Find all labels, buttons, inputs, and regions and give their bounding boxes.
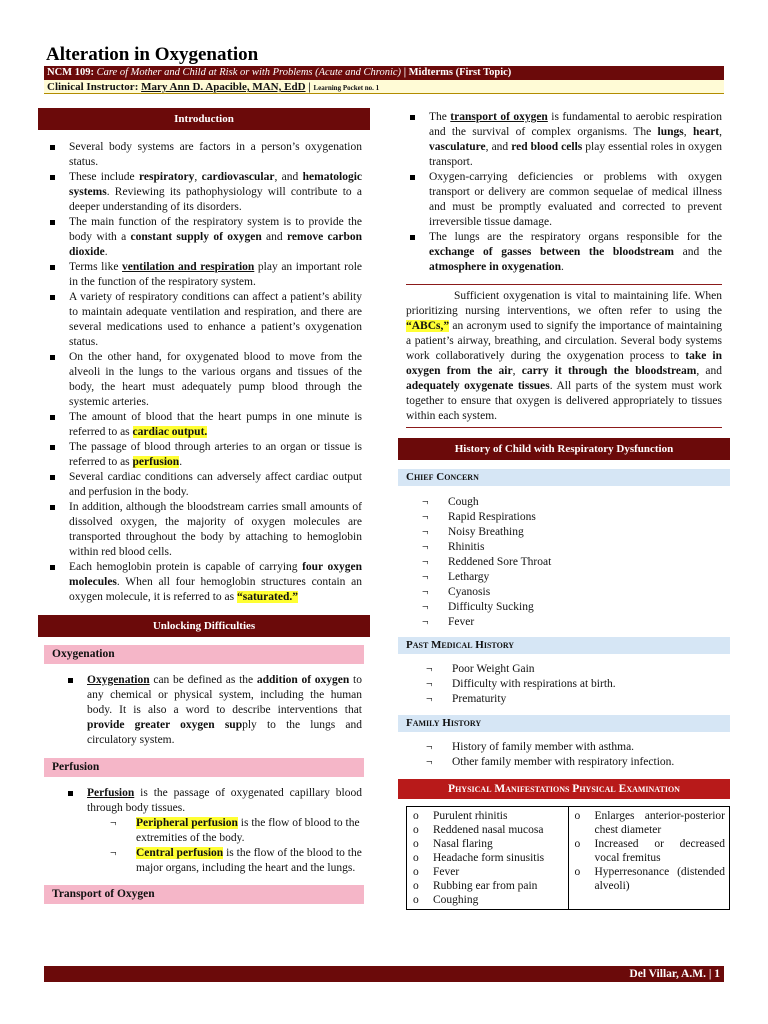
course-name: Care of Mother and Child at Risk or with Problems (Acute and Chronic) xyxy=(96,67,402,78)
list-item: Several cardiac conditions can adversely affect cardiac output and perfusion in the body. xyxy=(38,470,370,500)
list-item: On the other hand, for oxygenated blood to move from the alveoli in the lungs to the various organs and tissues of the body, the heart must adequately pump blood through the systemic arteries. xyxy=(38,350,370,410)
left-column xyxy=(38,108,370,904)
instructor-label: Clinical Instructor: xyxy=(47,81,139,93)
list-item: In addition, although the bloodstream carries small amounts of dissolved oxygen, the majority of oxygen molecules are transported throughout the body by attaching to hemoglobin within red blood cells. xyxy=(38,500,370,560)
list-item: o Hyperresonance (distended alveoli) xyxy=(573,865,726,893)
list-item: ¬ Central perfusion is the flow of the blood to the major organs, including the heart and the lungs. xyxy=(110,846,370,876)
list-item: Oxygen-carrying deficiencies or problems with oxygen transport or delivery are common sequelae of medical illness and must be promptly evaluated and corrected to prevent irreversible tissue damage. xyxy=(398,170,730,230)
course-term: | Midterms (First Topic) xyxy=(403,67,512,78)
introduction-header: Introduction xyxy=(38,108,370,130)
list-item: o Reddened nasal mucosa xyxy=(411,823,564,837)
learning-pocket: Learning Pocket no. 1 xyxy=(313,84,380,92)
list-item: ¬ Difficulty Sucking xyxy=(422,600,730,615)
list-item: The main function of the respiratory system is to provide the body with a constant supply of oxygen and remove carbon dioxide. xyxy=(38,215,370,260)
family-history-subheader: Family History xyxy=(398,715,730,732)
list-item: o Rubbing ear from pain xyxy=(411,879,564,893)
list-item: ¬ Poor Weight Gain xyxy=(426,662,730,677)
list-item: ¬ Reddened Sore Throat xyxy=(422,555,730,570)
list-item: ¬ Cyanosis xyxy=(422,585,730,600)
list-item: ¬ Other family member with respiratory infection. xyxy=(426,755,730,770)
introduction-list xyxy=(38,140,370,605)
oxygenation-list xyxy=(38,673,370,748)
list-item: ¬ Difficulty with respirations at birth. xyxy=(426,677,730,692)
oxygenation-subheader: Oxygenation xyxy=(44,645,364,664)
list-item: Terms like ventilation and respiration play an important role in the function of the respiratory system. xyxy=(38,260,370,290)
list-item: Several body systems are factors in a person’s oxygenation status. xyxy=(38,140,370,170)
list-item: Each hemoglobin protein is capable of carrying four oxygen molecules. When all four hemoglobin structures contain an oxygen molecule, it is referred to as “saturated.” xyxy=(38,560,370,605)
course-code: NCM 109: xyxy=(47,67,94,78)
list-item: ¬ Peripheral perfusion is the flow of blood to the extremities of the body. xyxy=(110,816,370,846)
transport-subheader: Transport of Oxygen xyxy=(44,885,364,904)
list-item: ¬ Rhinitis xyxy=(422,540,730,555)
instructor-name: Mary Ann D. Apacible, MAN, EdD xyxy=(141,81,306,93)
unlocking-difficulties-header: Unlocking Difficulties xyxy=(38,615,370,637)
list-item: ¬ History of family member with asthma. xyxy=(426,740,730,755)
list-item: The passage of blood through arteries to an organ or tissue is referred to as perfusion. xyxy=(38,440,370,470)
family-history-list xyxy=(398,740,730,770)
history-header: History of Child with Respiratory Dysfunction xyxy=(398,438,730,460)
divider xyxy=(406,284,722,285)
list-item: o Enlarges anterior-posterior chest diameter xyxy=(573,809,726,837)
transport-list xyxy=(398,110,730,275)
perfusion-list xyxy=(38,786,370,816)
page-title: Alteration in Oxygenation xyxy=(46,44,259,65)
list-item: o Headache form sinusitis xyxy=(411,851,564,865)
list-item: ¬ Rapid Respirations xyxy=(422,510,730,525)
chief-concern-list xyxy=(398,495,730,630)
summary-paragraph: Sufficient oxygenation is vital to maintaining life. When prioritizing nursing interventions, we often refer to using the “ABCs,” an acronym used to signify the importance of maintaining a patient’s airway, breathing, and circulation. Several body systems work collaboratively during the oxygenation process to take in oxygen from the air, carry it through the bloodstream, and adequately oxygenate tissues. All parts of the system must work together to ensure that oxygen is delivered appropriately to tissues within each system. xyxy=(406,290,723,422)
physical-manifestations-header: Physical Manifestations Physical Examination xyxy=(398,779,730,799)
past-history-list xyxy=(398,662,730,707)
pm-left-cell xyxy=(407,807,569,910)
list-item: ¬ Prematurity xyxy=(426,692,730,707)
instructor-bar xyxy=(44,80,724,94)
list-item: The transport of oxygen is fundamental to aerobic respiration and the survival of complex organisms. The lungs, heart, vasculature, and red blood cells play essential roles in oxygen transport. xyxy=(398,110,730,170)
physical-manifestations-table xyxy=(406,806,730,910)
list-item: o Fever xyxy=(411,865,564,879)
list-item: o Nasal flaring xyxy=(411,837,564,851)
list-item: o Coughing xyxy=(411,893,564,907)
list-item: ¬ Lethargy xyxy=(422,570,730,585)
past-history-subheader: Past Medical History xyxy=(398,637,730,654)
pm-right-cell xyxy=(568,807,730,910)
list-item: A variety of respiratory conditions can affect a patient’s ability to maintain adequate ventilation and respiration, and there are several medications used to enhance a patient’s oxygenation status. xyxy=(38,290,370,350)
perfusion-sublist xyxy=(38,816,370,876)
list-item: The amount of blood that the heart pumps in one minute is referred to as cardiac output. xyxy=(38,410,370,440)
list-item: ¬ Fever xyxy=(422,615,730,630)
instructor-sep: | xyxy=(308,81,311,93)
course-bar xyxy=(44,66,724,80)
list-item: Oxygenation can be defined as the addition of oxygen to any chemical or physical system, including the human body. It is also a word to describe interventions that provide greater oxygen supply to the lungs and circulatory system. xyxy=(56,673,370,748)
chief-concern-subheader: Chief Concern xyxy=(398,469,730,486)
list-item: These include respiratory, cardiovascular, and hematologic systems. Reviewing its pathophysiology will contribute to a deeper understanding of its disorders. xyxy=(38,170,370,215)
list-item: Perfusion is the passage of oxygenated capillary blood through body tissues. xyxy=(56,786,370,816)
divider xyxy=(406,427,722,428)
footer-bar: Del Villar, A.M. | 1 xyxy=(44,966,724,982)
list-item: The lungs are the respiratory organs responsible for the exchange of gasses between the bloodstream and the atmosphere in oxygenation. xyxy=(398,230,730,275)
list-item: ¬ Noisy Breathing xyxy=(422,525,730,540)
list-item: ¬ Cough xyxy=(422,495,730,510)
right-column xyxy=(398,110,730,910)
list-item: o Increased or decreased vocal fremitus xyxy=(573,837,726,865)
list-item: o Purulent rhinitis xyxy=(411,809,564,823)
perfusion-subheader: Perfusion xyxy=(44,758,364,777)
